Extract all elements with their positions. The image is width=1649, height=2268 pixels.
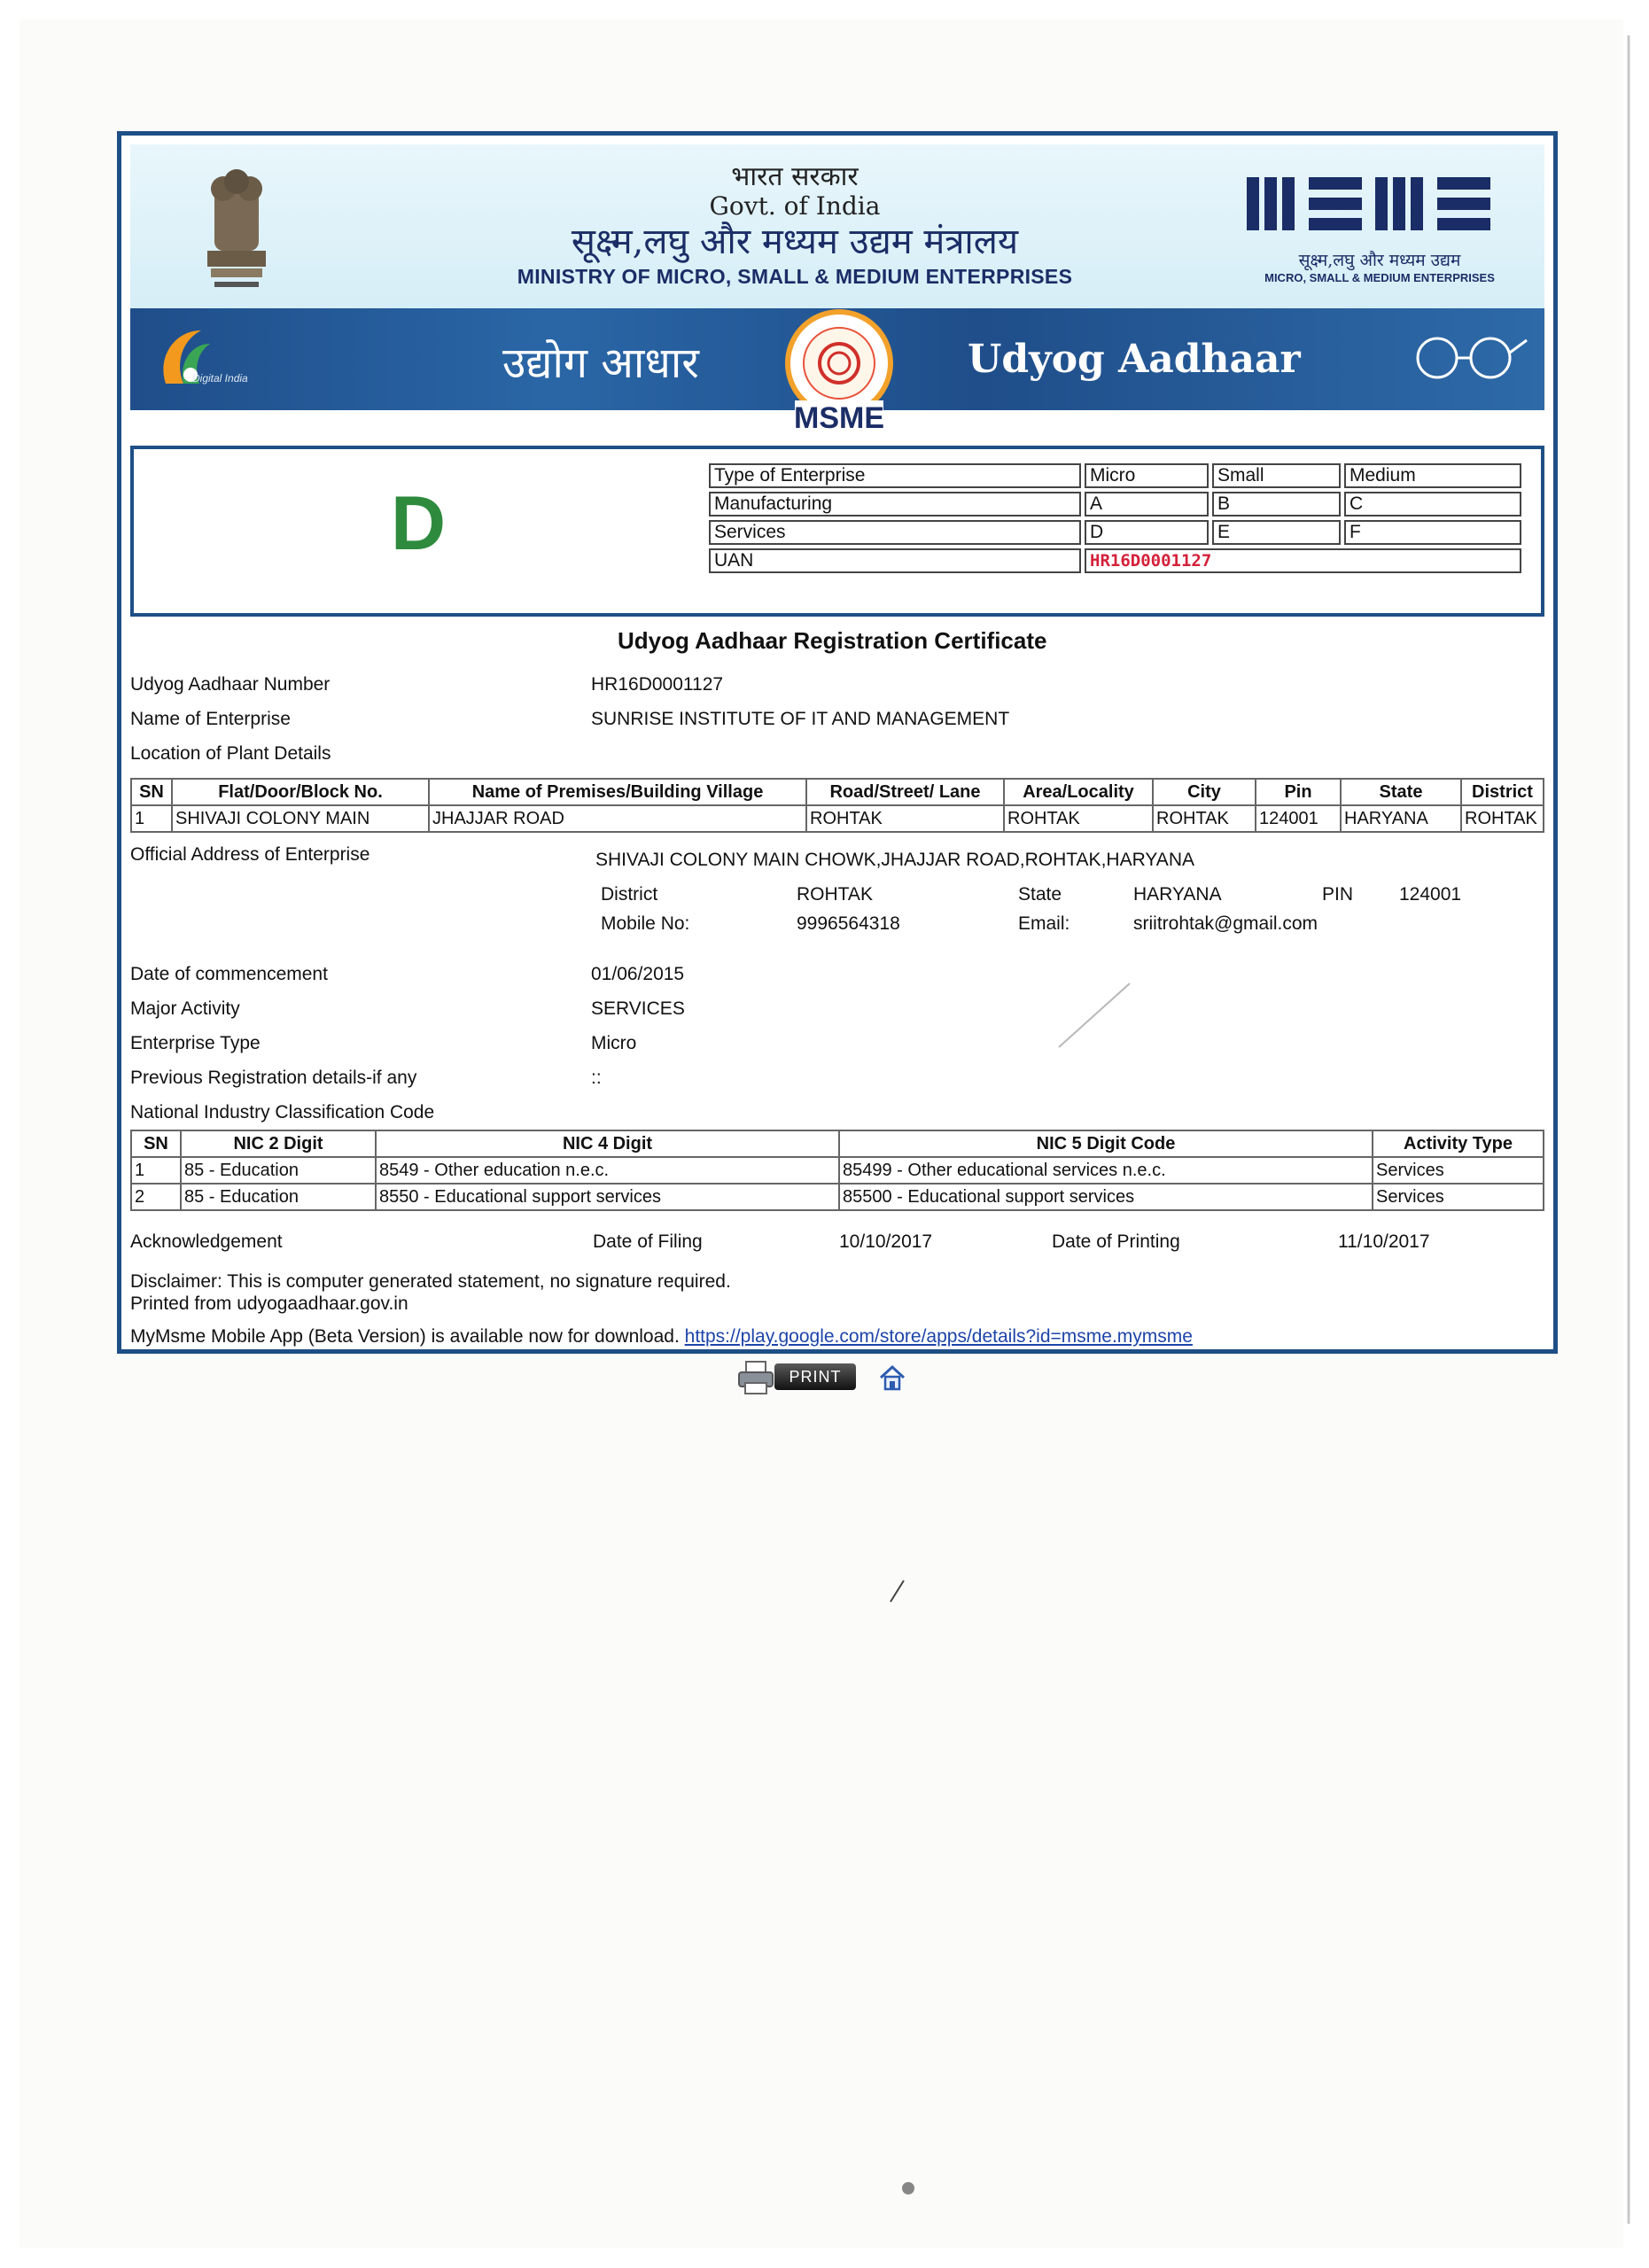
enterprise-name-value: SUNRISE INSTITUTE OF IT AND MANAGEMENT [591,709,1010,729]
table-cell: Services [1373,1184,1544,1210]
table-cell: E [1212,520,1341,545]
uan-number: HR16D0001127 [1090,551,1212,571]
home-icon[interactable] [877,1363,907,1393]
table-cell: 85 - Education [181,1184,376,1210]
mobile-value: 9996564318 [797,913,900,934]
table-cell: JHAJJAR ROAD [429,805,806,832]
official-address-label: Official Address of Enterprise [130,844,370,865]
gov-english: Govt. of India [709,191,881,221]
column-header: Activity Type [1373,1130,1544,1157]
swachh-bharat-glasses-icon [1397,333,1530,386]
column-header: Pin [1256,779,1341,805]
table-row [131,1157,1544,1184]
table-cell: D [1085,520,1209,545]
disclaimer-text: Disclaimer: This is computer generated statement, no signature required. [130,1271,731,1292]
category-letter: D [391,481,447,566]
table-cell: Small [1212,463,1341,488]
msme-logo-english: MICRO, SMALL & MEDIUM ENTERPRISES [1264,271,1495,284]
commencement-value: 01/06/2015 [591,964,685,984]
table-cell: Micro [1085,463,1209,488]
msme-logo-hindi: सूक्ष्म,लघु और मध्यम उद्यम [1298,251,1461,270]
table-row [709,548,1521,573]
column-header: NIC 5 Digit Code [839,1130,1373,1157]
table-row [131,1184,1544,1210]
uan-label: UAN [709,548,1081,573]
column-header: Flat/Door/Block No. [172,779,429,805]
table-cell: ROHTAK [806,805,1004,832]
district-label: District [601,884,658,905]
enterprise-type-value: Micro [591,1033,637,1053]
table-cell: ROHTAK [1153,805,1256,832]
table-cell: 85500 - Educational support services [839,1184,1373,1210]
official-address-line: SHIVAJI COLONY MAIN CHOWK,JHAJJAR ROAD,ROHTAK,HARYANA [595,850,1194,870]
enterprise-type-table [705,460,1525,577]
column-header: City [1153,779,1256,805]
ministry-hindi: सूक्ष्म,लघु और मध्यम उद्यम मंत्रालय [571,221,1019,262]
table-cell: SHIVAJI COLONY MAIN [172,805,429,832]
national-emblem-icon [188,162,285,295]
previous-registration-value: :: [591,1068,602,1088]
table-cell: Type of Enterprise [709,463,1081,488]
table-cell: C [1344,492,1521,517]
column-header: State [1341,779,1461,805]
printed-from-text: Printed from udyogaadhaar.gov.in [130,1293,408,1314]
date-of-printing-label: Date of Printing [1052,1231,1180,1252]
ministry-english: MINISTRY OF MICRO, SMALL & MEDIUM ENTERPRISES [517,265,1073,288]
district-value: ROHTAK [797,884,873,905]
column-header: Area/Locality [1004,779,1153,805]
digital-india-text: Digital India [192,372,248,384]
aadhaar-number-label: Udyog Aadhaar Number [130,674,331,695]
certificate-frame [117,131,1558,1354]
table-row [131,805,1544,832]
udyog-aadhaar-seal-icon [759,308,919,432]
date-of-filing-label: Date of Filing [593,1231,703,1252]
column-header: NIC 4 Digit [376,1130,839,1157]
commencement-label: Date of commencement [130,964,328,984]
date-of-filing-value: 10/10/2017 [839,1231,933,1252]
state-value: HARYANA [1133,884,1222,905]
digital-india-icon [148,322,281,397]
column-header: NIC 2 Digit [181,1130,376,1157]
table-cell: 2 [131,1184,181,1210]
column-header: District [1461,779,1544,805]
plant-location-table [130,778,1544,833]
nic-code-table [130,1130,1544,1211]
plant-location-label: Location of Plant Details [130,743,331,764]
enterprise-type-label: Enterprise Type [130,1033,261,1053]
table-cell: 124001 [1256,805,1341,832]
enterprise-name-label: Name of Enterprise [130,709,291,729]
table-cell: ROHTAK [1004,805,1153,832]
column-header: Name of Premises/Building Village [429,779,806,805]
table-cell: A [1085,492,1209,517]
print-button[interactable]: PRINT [774,1363,856,1390]
mobile-app-text: MyMsme Mobile App (Beta Version) is available now for download. [130,1326,680,1347]
table-cell: HARYANA [1341,805,1461,832]
previous-registration-label: Previous Registration details-if any [130,1068,417,1088]
email-label: Email: [1018,913,1070,934]
msme-logo [1229,164,1530,306]
table-cell: 1 [131,1157,181,1184]
gov-hindi: भारत सरकार [731,161,859,192]
state-label: State [1018,884,1062,905]
table-cell: Manufacturing [709,492,1081,517]
table-cell: 1 [131,805,172,832]
table-cell: 8550 - Educational support services [376,1184,839,1210]
table-cell: B [1212,492,1341,517]
aadhaar-number-value: HR16D0001127 [591,674,724,695]
printer-icon[interactable] [737,1360,774,1395]
table-cell: Services [709,520,1081,545]
table-header-row [131,779,1544,805]
certificate-title: Udyog Aadhaar Registration Certificate [618,627,1047,654]
table-cell: Medium [1344,463,1521,488]
column-header: SN [131,1130,181,1157]
table-row [709,520,1521,545]
column-header: SN [131,779,172,805]
table-row [709,463,1521,488]
major-activity-label: Major Activity [130,998,240,1019]
table-cell: 8549 - Other education n.e.c. [376,1157,839,1184]
table-cell: Services [1373,1157,1544,1184]
major-activity-value: SERVICES [591,998,685,1019]
mobile-label: Mobile No: [601,913,690,934]
nic-code-label: National Industry Classification Code [130,1102,435,1122]
pin-value: 124001 [1399,884,1462,905]
udyog-aadhaar-hindi: उद्योग आधार [502,338,699,388]
table-row [709,492,1521,517]
table-cell: ROHTAK [1461,805,1544,832]
table-header-row [131,1130,1544,1157]
seal-msme-text: MSME [794,401,884,432]
table-cell: F [1344,520,1521,545]
enterprise-classification-box [130,446,1544,617]
table-cell: 85 - Education [181,1157,376,1184]
mobile-app-note [130,1326,1193,1348]
government-title-block [440,162,1149,290]
msme-bars-icon [1229,164,1530,244]
date-of-printing-value: 11/10/2017 [1338,1231,1430,1252]
acknowledgement-label: Acknowledgement [130,1231,283,1252]
udyog-aadhaar-english: Udyog Aadhaar [968,337,1301,382]
pin-label: PIN [1322,884,1354,905]
column-header: Road/Street/ Lane [806,779,1004,805]
udyog-aadhaar-banner [130,308,1544,432]
uan-value [1085,548,1521,573]
mobile-app-link[interactable]: https://play.google.com/store/apps/details?id=msme.mymsme [684,1326,1193,1347]
email-value: sriitrohtak@gmail.com [1133,913,1318,934]
table-cell: 85499 - Other educational services n.e.c. [839,1157,1373,1184]
ministry-header [130,144,1544,308]
